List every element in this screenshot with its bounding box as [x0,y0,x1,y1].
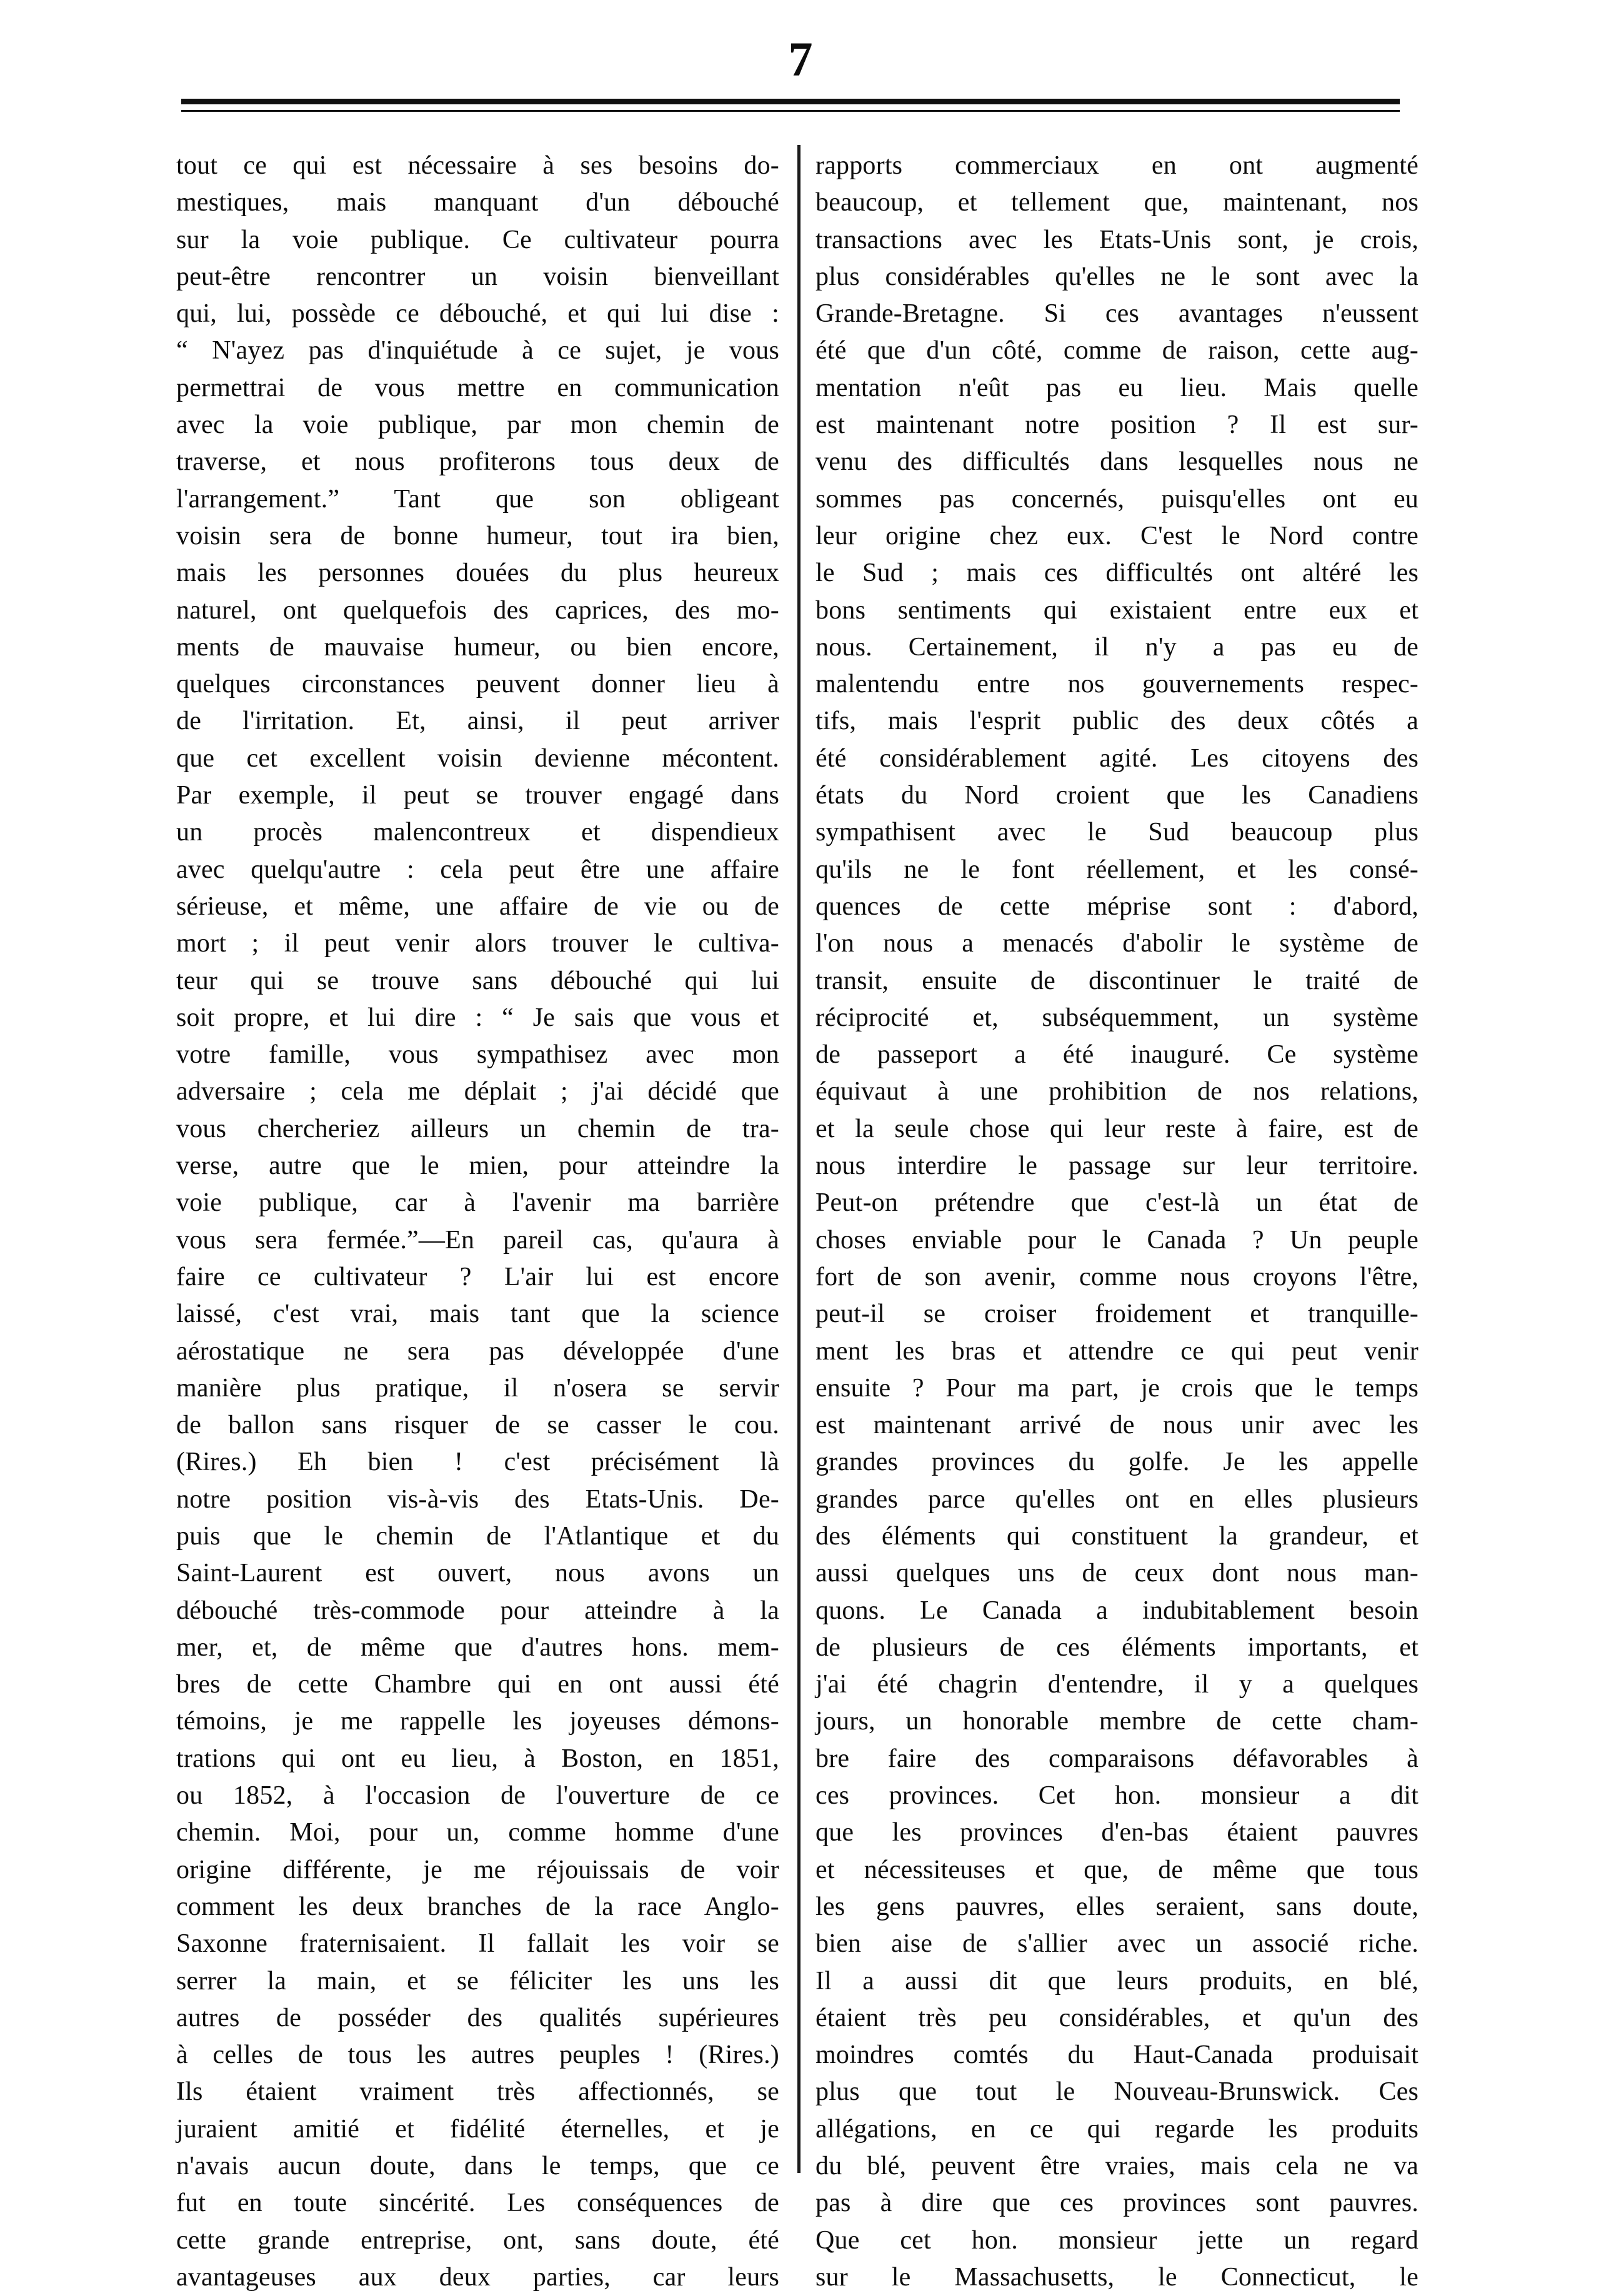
text-line: puis que le chemin de l'Atlantique et du [176,1521,779,1551]
text-line: avec quelqu'autre : cela peut être une affaire [176,855,779,884]
text-line: leur origine chez eux. C'est le Nord contre [815,521,1419,550]
text-line: plus que tout le Nouveau-Brunswick. Ces [815,2077,1419,2107]
text-line: trations qui ont eu lieu, à Boston, en 1851, [176,1744,779,1773]
text-line: et nécessiteuses et que, de même que tous [815,1855,1419,1884]
text-line: vous sera fermée.”—En pareil cas, qu'aura à [176,1225,779,1255]
text-line: teur qui se trouve sans débouché qui lui [176,966,779,995]
text-line: des éléments qui constituent la grandeur, et [815,1521,1419,1551]
text-line: peut-être rencontrer un voisin bienveillant [176,262,779,291]
text-line: tout ce qui est nécessaire à ses besoins do- [176,151,779,180]
text-line: ou 1852, à l'occasion de l'ouverture de ce [176,1781,779,1811]
text-line: ensuite ? Pour ma part, je crois que le temps [815,1373,1419,1403]
text-line: les gens pauvres, elles seraient, sans doute, [815,1892,1419,1921]
text-line: l'on nous a menacés d'abolir le système de [815,929,1419,958]
text-line: mentation n'eût pas eu lieu. Mais quelle [815,373,1419,402]
text-line: traverse, et nous profiterons tous deux de [176,447,779,477]
text-line: fort de son avenir, comme nous croyons l'être, [815,1262,1419,1291]
page-number: 7 [788,32,813,86]
text-line: du blé, peuvent être vraies, mais cela ne va [815,2152,1419,2181]
text-line: sur le Massachusetts, le Connecticut, le [815,2262,1419,2292]
text-line: beaucoup, et tellement que, maintenant, nos [815,188,1419,217]
text-line: moindres comtés du Haut-Canada produisait [815,2040,1419,2070]
text-line: été que d'un côté, comme de raison, cette aug- [815,336,1419,365]
text-line: ment les bras et attendre ce qui peut venir [815,1336,1419,1366]
text-line: j'ai été chagrin d'entendre, il y a quelques [815,1670,1419,1699]
text-line: soit propre, et lui dire : “ Je sais que vous et [176,1003,779,1032]
text-line: laissé, c'est vrai, mais tant que la science [176,1300,779,1329]
text-line: été considérablement agité. Les citoyens des [815,743,1419,773]
text-line: venu des difficultés dans lesquelles nous ne [815,447,1419,477]
text-line: Peut-on prétendre que c'est-là un état de [815,1188,1419,1218]
text-line: n'avais aucun doute, dans le temps, que ce [176,2152,779,2181]
text-line: cette grande entreprise, ont, sans doute, été [176,2225,779,2255]
text-line: bres de cette Chambre qui en ont aussi été [176,1670,779,1699]
text-line: avec la voie publique, par mon chemin de [176,410,779,440]
text-line: fut en toute sincérité. Les conséquences de [176,2189,779,2218]
text-line: l'arrangement.” Tant que son obligeant [176,484,779,514]
text-line: à celles de tous les autres peuples ! (Rires.) [176,2040,779,2070]
text-line: naturel, ont quelquefois des caprices, des mo- [176,595,779,625]
header-rule-thin [181,110,1400,112]
text-line: verse, autre que le mien, pour atteindre la [176,1151,779,1181]
text-line: quons. Le Canada a indubitablement besoin [815,1596,1419,1625]
text-line: sur la voie publique. Ce cultivateur pourra [176,225,779,254]
text-line: aussi quelques uns de ceux dont nous man- [815,1559,1419,1588]
text-line: jours, un honorable membre de cette cham- [815,1707,1419,1736]
text-line: Grande-Bretagne. Si ces avantages n'eussent [815,299,1419,329]
text-line: de ballon sans risquer de se casser le cou. [176,1411,779,1440]
text-line: transactions avec les Etats-Unis sont, je crois, [815,225,1419,254]
text-line: quences de cette méprise sont : d'abord, [815,892,1419,921]
text-line: est maintenant notre position ? Il est sur- [815,410,1419,440]
text-line: rapports commerciaux en ont augmenté [815,151,1419,180]
text-line: juraient amitié et fidélité éternelles, et je [176,2114,779,2144]
text-line: qui, lui, possède ce débouché, et qui lui dise : [176,299,779,329]
text-line: pas à dire que ces provinces sont pauvres. [815,2189,1419,2218]
text-line: faire ce cultivateur ? L'air lui est encore [176,1262,779,1291]
text-line: nous. Certainement, il n'y a pas eu de [815,632,1419,662]
text-line: origine différente, je me réjouissais de voir [176,1855,779,1884]
text-line: adversaire ; cela me déplait ; j'ai décidé que [176,1077,779,1106]
text-line: Saint-Laurent est ouvert, nous avons un [176,1559,779,1588]
text-line: quelques circonstances peuvent donner lieu à [176,670,779,699]
text-line: réciprocité et, subséquemment, un système [815,1003,1419,1032]
text-line: transit, ensuite de discontinuer le traité de [815,966,1419,995]
text-line: allégations, en ce qui regarde les produits [815,2114,1419,2144]
text-line: nous interdire le passage sur leur territoire. [815,1151,1419,1181]
text-line: “ N'ayez pas d'inquiétude à ce sujet, je vous [176,336,779,365]
text-line: témoins, je me rappelle les joyeuses démons- [176,1707,779,1736]
text-line: Il a aussi dit que leurs produits, en blé, [815,1966,1419,1995]
text-line: voisin sera de bonne humeur, tout ira bien, [176,521,779,550]
text-line: malentendu entre nos gouvernements respec- [815,670,1419,699]
text-line: sympathisent avec le Sud beaucoup plus [815,818,1419,847]
text-line: de plusieurs de ces éléments importants, et [815,1633,1419,1662]
text-line: étaient très peu considérables, et qu'un des [815,2003,1419,2032]
left-column [176,147,779,2292]
text-line: de passeport a été inauguré. Ce système [815,1040,1419,1070]
text-line: est maintenant arrivé de nous unir avec les [815,1411,1419,1440]
text-line: mais les personnes douées du plus heureux [176,559,779,588]
text-line: vous chercheriez ailleurs un chemin de tra- [176,1114,779,1143]
text-line: que cet excellent voisin devienne mécontent. [176,743,779,773]
text-line: notre position vis-à-vis des Etats-Unis. De- [176,1484,779,1514]
text-line: mer, et, de même que d'autres hons. mem- [176,1633,779,1662]
text-line: plus considérables qu'elles ne le sont avec la [815,262,1419,291]
text-line: sommes pas concernés, puisqu'elles ont eu [815,484,1419,514]
header-rule-thick [181,99,1400,104]
text-line: votre famille, vous sympathisez avec mon [176,1040,779,1070]
text-line: bre faire des comparaisons défavorables à [815,1744,1419,1773]
text-line: qu'ils ne le font réellement, et les consé- [815,855,1419,884]
text-line: équivaut à une prohibition de nos relations, [815,1077,1419,1106]
text-line: Que cet hon. monsieur jette un regard [815,2225,1419,2255]
text-line: de l'irritation. Et, ainsi, il peut arriver [176,707,779,736]
text-line: comment les deux branches de la race Anglo- [176,1892,779,1921]
text-line: Saxonne fraternisaient. Il fallait les voir se [176,1929,779,1959]
text-line: sérieuse, et même, une affaire de vie ou de [176,892,779,921]
text-line: aérostatique ne sera pas développée d'une [176,1336,779,1366]
text-line: bons sentiments qui existaient entre eux et [815,595,1419,625]
text-line: Par exemple, il peut se trouver engagé dans [176,781,779,810]
text-line: que les provinces d'en-bas étaient pauvres [815,1818,1419,1847]
text-line: états du Nord croient que les Canadiens [815,781,1419,810]
right-column [815,147,1419,2292]
text-line: bien aise de s'allier avec un associé riche. [815,1929,1419,1959]
text-line: autres de posséder des qualités supérieures [176,2003,779,2032]
text-line: serrer la main, et se féliciter les uns les [176,1966,779,1995]
text-line: Ils étaient vraiment très affectionnés, se [176,2077,779,2107]
text-line: voie publique, car à l'avenir ma barrière [176,1188,779,1218]
text-line: mort ; il peut venir alors trouver le cultiva- [176,929,779,958]
text-line: grandes provinces du golfe. Je les appelle [815,1448,1419,1477]
text-line: permettrai de vous mettre en communication [176,373,779,402]
text-line: et la seule chose qui leur reste à faire, est de [815,1114,1419,1143]
text-line: ces provinces. Cet hon. monsieur a dit [815,1781,1419,1811]
text-line: peut-il se croiser froidement et tranquille- [815,1300,1419,1329]
text-line: le Sud ; mais ces difficultés ont altéré les [815,559,1419,588]
text-line: débouché très-commode pour atteindre à la [176,1596,779,1625]
text-line: manière plus pratique, il n'osera se servir [176,1373,779,1403]
text-line: tifs, mais l'esprit public des deux côtés a [815,707,1419,736]
text-line: avantageuses aux deux parties, car leurs [176,2262,779,2292]
text-line: grandes parce qu'elles ont en elles plusieurs [815,1484,1419,1514]
text-line: ments de mauvaise humeur, ou bien encore, [176,632,779,662]
text-line: chemin. Moi, pour un, comme homme d'une [176,1818,779,1847]
text-line: mestiques, mais manquant d'un débouché [176,188,779,217]
text-line: (Rires.) Eh bien ! c'est précisément là [176,1448,779,1477]
column-divider [797,145,800,2173]
text-line: un procès malencontreux et dispendieux [176,818,779,847]
text-line: choses enviable pour le Canada ? Un peuple [815,1225,1419,1255]
